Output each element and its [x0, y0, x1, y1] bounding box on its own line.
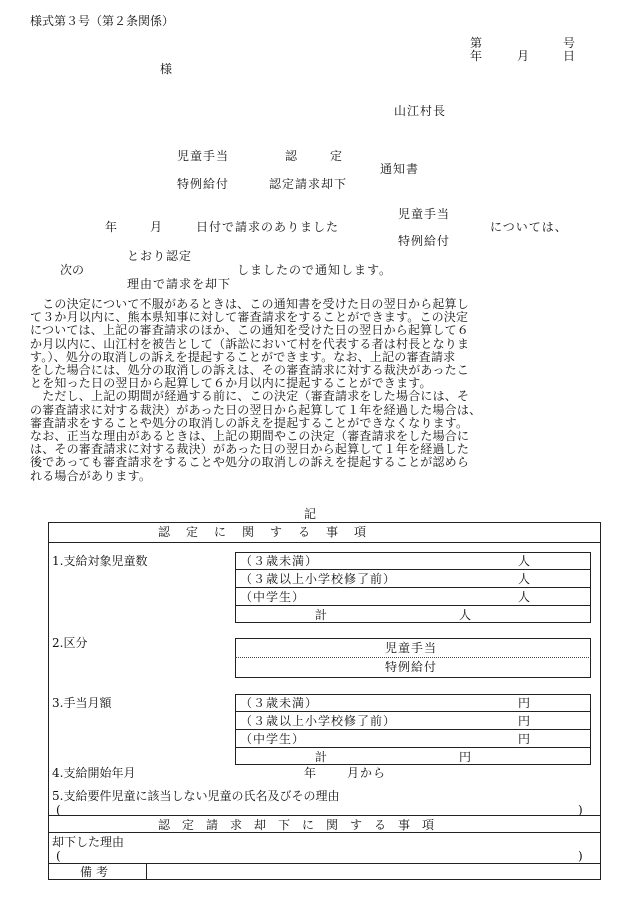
- instruction-line: とを知った日の翌日から起算して６か月以内に提起することができます。: [30, 376, 432, 391]
- divider: [235, 605, 591, 606]
- count-total-label: 計: [315, 608, 328, 622]
- instruction-line: す。）、処分の取消しの訴えを提起することができます。なお、上記の審査請求: [30, 349, 456, 364]
- form-number: 様式第３号（第２条関係）: [30, 14, 175, 28]
- paren-close: ): [578, 849, 583, 863]
- sender-name: 山江村長: [394, 104, 447, 118]
- statement-nitsuite: については、: [490, 220, 568, 234]
- statement-riyuu: 理由で請求を却下: [127, 277, 232, 291]
- instruction-line: この決定について不服があるときは、この通知書を受けた日の翌日から起算し: [30, 297, 469, 311]
- instructions-paragraph: [30, 298, 604, 483]
- divider: [235, 587, 591, 588]
- divider: [235, 657, 591, 658]
- category-special-benefit: 特例給付: [385, 660, 438, 674]
- count-unit: 人: [518, 590, 531, 604]
- amount-unit: 円: [518, 696, 531, 710]
- divider: [48, 542, 601, 543]
- statement-tsugi: 次の: [60, 263, 85, 277]
- divider: [235, 747, 591, 748]
- item-ineligible-children-label: 5.支給要件児童に該当しない児童の氏名及びその理由: [52, 789, 340, 803]
- instruction-line: については、上記の審査請求のほか、この通知を受けた日の翌日から起算して６: [30, 323, 469, 338]
- title-rejection: 認定請求却下: [269, 177, 348, 191]
- instruction-line: ただし、上記の期間が経過する前に、この決定（審査請求をした場合には、そ: [30, 389, 470, 404]
- divider: [146, 863, 147, 880]
- instruction-line: 後であっても審査請求をすることや処分の取消しの訴えを提起することが認めら: [30, 455, 470, 470]
- instruction-line: れる場合があります。: [30, 468, 152, 483]
- count-total-unit: 人: [459, 608, 472, 622]
- statement-allowance-a: 児童手当: [398, 207, 451, 221]
- date-month: 月: [517, 49, 530, 63]
- divider: [48, 863, 601, 864]
- instruction-line: 審査請求をすることや処分の取消しの訴えを提起することができなくなります。: [30, 415, 469, 430]
- title-notice: 通知書: [380, 162, 420, 176]
- start-month-unit: 月から: [347, 766, 387, 780]
- age-under3-label: （３歳未満）: [240, 554, 319, 568]
- statement-notify: しましたので通知します。: [237, 263, 393, 277]
- doc-number-suffix: 号: [563, 36, 576, 50]
- age-3-to-elementary-label: （３歳以上小学校修了前）: [240, 572, 397, 586]
- item-monthly-amount-label: 3.手当月額: [52, 696, 112, 710]
- divider: [235, 711, 591, 712]
- junior-high-label: （中学生）: [240, 590, 306, 604]
- divider: [48, 832, 601, 833]
- title-allowance-1: 児童手当: [177, 149, 230, 163]
- amount-junior-high-label: （中学生）: [240, 732, 306, 746]
- statement-date-text: 日付で請求のありました: [196, 220, 340, 234]
- instruction-line: か月以内に、山江村を被告として（訴訟において村を代表する者は村長となりま: [30, 336, 470, 351]
- ki-heading: 記: [304, 507, 317, 521]
- statement-toori: とおり認定: [127, 249, 193, 263]
- doc-number-label: 第: [470, 36, 483, 50]
- date-day: 日: [563, 49, 576, 63]
- instruction-line: をした場合には、処分の取消しの訴えは、その審査請求に対する裁決があったこ: [30, 363, 470, 378]
- item-children-count-label: 1.支給対象児童数: [52, 554, 148, 568]
- divider: [48, 815, 601, 816]
- statement-month: 月: [150, 220, 163, 234]
- section-header-rejection: 認定請求却下に関する事項: [158, 818, 447, 832]
- amount-unit: 円: [518, 732, 531, 746]
- amount-3-to-elementary-label: （３歳以上小学校修了前）: [240, 714, 397, 728]
- paren-open: (: [56, 803, 61, 817]
- rejection-reason-label: 却下した理由: [52, 835, 125, 849]
- title-allowance-2: 特例給付: [177, 177, 230, 191]
- amount-total-unit: 円: [459, 750, 472, 764]
- count-unit: 人: [518, 554, 531, 568]
- item-category-label: 2.区分: [52, 636, 88, 650]
- paren-open: (: [56, 849, 61, 863]
- instruction-line: なお、正当な理由があるときは、上記の期間やこの決定（審査請求をした場合に: [30, 429, 470, 444]
- instruction-line: の審査請求に対する裁決）があった日の翌日から起算して１年を経過した場合は、: [30, 402, 482, 417]
- section-header-recognition: 認定に関する事項: [158, 525, 383, 539]
- amount-unit: 円: [518, 714, 531, 728]
- count-unit: 人: [518, 572, 531, 586]
- recipient-honorific: 様: [160, 62, 173, 76]
- divider: [235, 569, 591, 570]
- paren-close: ): [578, 803, 583, 817]
- category-child-allowance: 児童手当: [385, 641, 438, 655]
- date-year: 年: [470, 49, 483, 63]
- item-start-month-label: 4.支給開始年月: [52, 766, 136, 780]
- amount-total-label: 計: [315, 750, 328, 764]
- instruction-line: て３か月以内に、熊本県知事に対して審査請求をすることができます。この決定: [30, 310, 469, 325]
- amount-under3-label: （３歳未満）: [240, 696, 319, 710]
- statement-allowance-b: 特例給付: [398, 234, 451, 248]
- title-tei: 定: [330, 149, 343, 163]
- instruction-line: は、その審査請求に対する裁決）があった日の翌日から起算して１年を経過した: [30, 442, 470, 457]
- statement-year: 年: [105, 220, 118, 234]
- title-nin: 認: [285, 149, 298, 163]
- divider: [235, 729, 591, 730]
- remarks-label: 備考: [80, 865, 113, 879]
- start-year-unit: 年: [304, 766, 317, 780]
